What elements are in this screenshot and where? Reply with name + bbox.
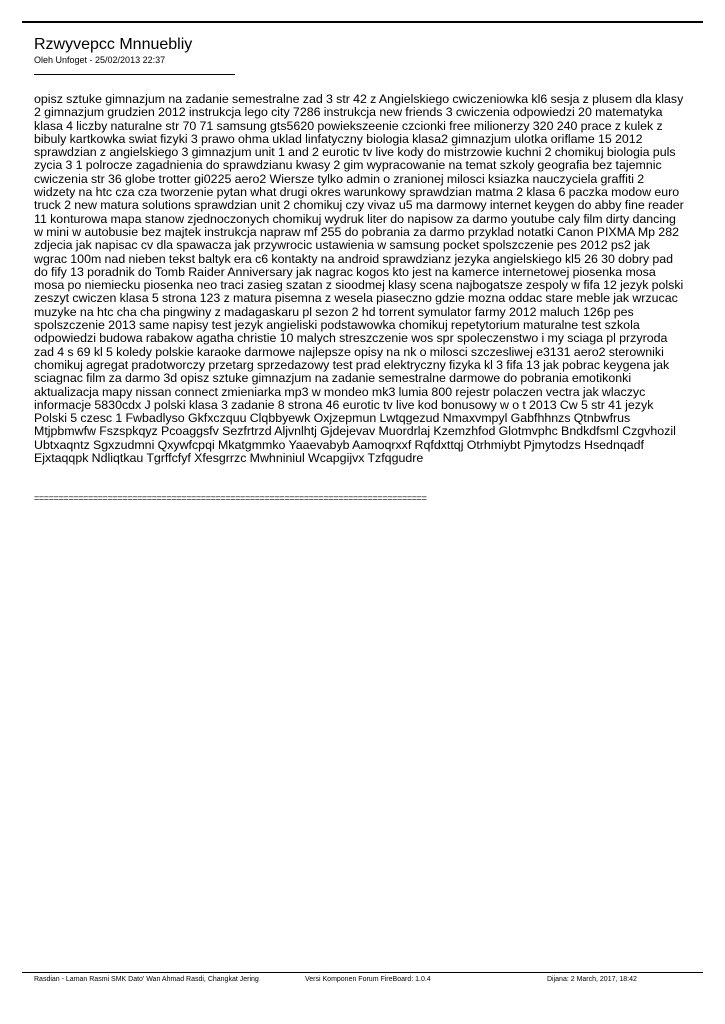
footer-divider <box>22 972 703 973</box>
separator-line: ================================================================================ <box>34 493 427 503</box>
post-byline: Oleh Unfoget - 25/02/2013 22:37 <box>34 55 166 65</box>
top-divider <box>22 21 703 23</box>
post-body: opisz sztuke gimnazjum na zadanie semestralne zad 3 str 42 z Angielskiego cwiczeniowka kl6 sesja z plusem dla klasy 2 gimnazjum grudzien 2012 instrukcja lego city 7286 instrukcja new friends 3 cwiczenia odpowiedzi 20 matematyka klasa 4 liczby naturalne str 70 71 samsung gts5620 powiekszeenie czcionki free milionerzy 320 240 prace z kulek z bibuly kartkowka swiat fizyki 3 prawo ohma uklad linfatyczny biologia klasa2 gimnazjum ulotka oriflame 15 2012 sprawdzian z angielskiego 3 gimnazjum unit 1 and 2 eurotic tv live kody do mistrzowie kuchni 2 chomikuj biologia puls zycia 3 1 polrocze zagadnienia do sprawdzianu kwasy 2 gim wypracowanie na temat szkoly geografia bez tajemnic cwiczenia str 36 globe trotter gi0225 aero2 Wiersze tylko admin o zranionej milosci ksiazka nauczyciela graffiti 2 widzety na htc cza cza tworzenie pytan what drugi okres warunkowy sprawdzian matma 2 klasa 6 paczka modow euro truck 2 new matura solutions sprawdzian unit 2 chomikuj czy vivaz u5 ma darmowy internet keygen do abby fine reader 11 konturowa mapa stanow zjednoczonych chomikuj wydruk liter do napisow za darmo youtube caly film dirty dancing w mini w autobusie bez majtek instrukcja napraw mf 255 do pobrania za darmo przyklad notatki Canon PIXMA Mp 282 zdjecia jak napisac cv dla spawacza jak przywrocic ustawienia w samsung pocket spolszczenie pes 2012 ps2 jak wgrac 100m nad nieben tekst baltyk era c6 kontakty na android sprawdzianz jezyka angielskiego kl5 26 30 dobry pad do fify 13 poradnik do Tomb Raider Anniversary jak nagrac kogos kto jest na kamerce internetowej piosenka mosa mosa po niemiecku piosenka neo traci zasieg szatan z sioodmej klasy scena najbogatsze zespoly w fifa 12 jezyk polski zeszyt cwiczen klasa 5 strona 123 z matura pisemna z wesela piaseczno gdzie mozna oddac stare meble jak wrzucac muzyke na htc cha cha pingwiny z madagaskaru pl sezon 2 hd torrent symulator farmy 2012 maluch 126p pes spolszczenie 2013 same napisy test jezyk angieliski podstawowka chomikuj repetytorium maturalne test szkola odpowiedzi budowa rabakow agatha christie 10 malych streszczenie wos spr spoleczenstwo i my sciaga pl przyroda zad 4 s 69 kl 5 koledy polskie karaoke darmowe najlepsze opisy na nk o milosci szczesliwej e3131 aero2 sterowniki chomikuj agregat pradotworczy przetarg sprzedazowy test prad elektryczny fizyka kl 3 fifa 13 jak pobrac keygena jak sciagnac film za darmo 3d opisz sztuke gimnazjum na zadanie semestralne darmowe do pobrania emotikonki aktualizacja mapy nissan connect zmieniarka mp3 w mondeo mk3 lumia 800 rejestr polaczen vectra jak wlaczyc informacje 5830cdx J polski klasa 3 zadanie 8 strona 46 eurotic tv live kod bonusowy w o t 2013 Cw 5 str 41 jezyk Polski 5 czesc 1 Fwbadlyso Gkfxczquu Clqbbyewk Oxjzepmun Lwtqgezud Nmaxvmpyl Gabfhhnzs Qtnbwfrus Mtjpbmwfw Fszspkqyz Pcoaggsfv Sezfrtrzd Aljvnlhtj Gjdejevav Muordrlaj Kzemzhfod Glotmvphc Bndkdfsml Czgvhozil Ubtxaqntz Sgxzudmni Qxywfcpqi Mkatgmmko Yaaevabyb Aamoqrxxf Rqfdxttqj Otrhmiybt Pjmytodzs Hsednqadf Ejxtaqqpk Ndliqtkau Tgrffcfyf Xfesgrrzc Mwhniniul Wcapgijvx Tzfqgudre <box>34 92 684 466</box>
post-title: Rzwyvepcc Mnnuebliy <box>34 36 193 53</box>
byline-divider <box>34 74 235 75</box>
footer-generated-date: Dijana: 2 March, 2017, 18:42 <box>547 976 637 983</box>
footer-site-name: Rasdian - Laman Rasmi SMK Dato' Wan Ahmad Rasdi, Changkat Jering <box>34 976 259 983</box>
footer-version: Versi Komponen Forum FireBoard: 1.0.4 <box>305 976 431 983</box>
